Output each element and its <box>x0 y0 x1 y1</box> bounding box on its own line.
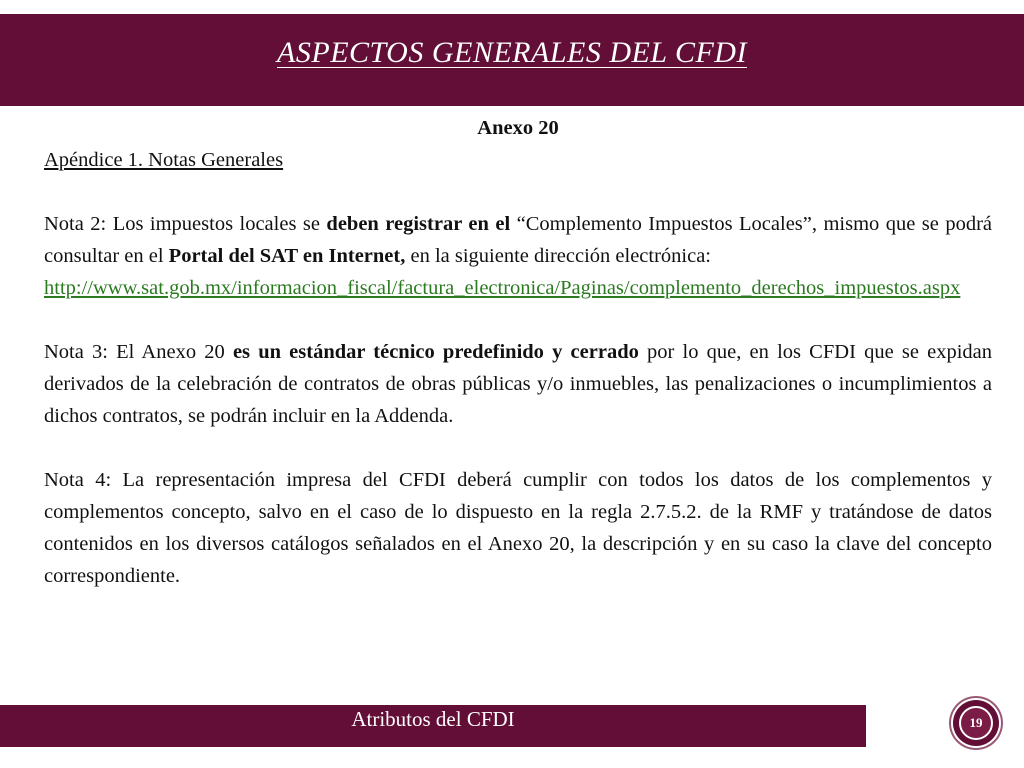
appendix-title <box>44 144 992 176</box>
page-number: 19 <box>959 706 993 740</box>
nota-3-text-1: Nota 3: El Anexo 20 <box>44 341 233 363</box>
nota-2-text-2: “Complemento Impuestos Locales”, mismo que se podrá consultar en el <box>44 213 992 267</box>
sat-portal-link[interactable]: http://www.sat.gob.mx/informacion_fiscal/factura_electronica/Paginas/complemento_derechos_impuestos.aspx <box>44 277 961 299</box>
header-bar <box>0 14 1024 106</box>
nota-3-text-2: por lo que, en los CFDI que se expidan derivados de la celebración de contratos de obras públicas y/o inmuebles, las penalizaciones o incumplimientos a dichos contratos, se podrán incluir en la Addenda. <box>44 341 992 427</box>
nota-3-bold-1: es un estándar técnico predefinido y cerrado <box>232 341 639 363</box>
nota-4: Nota 4: La representación impresa del CFDI deberá cumplir con todos los datos de los complementos y complementos concepto, salvo en el caso de lo dispuesto en la regla 2.7.5.2. de la RMF y tratándose de datos contenidos en los diversos catálogos señalados en el Anexo 20, la descripción y en su caso la clave del concepto correspondiente. <box>44 469 992 587</box>
nota-2-text-3: en la siguiente dirección electrónica: <box>405 245 712 267</box>
nota-2-link-row <box>44 272 992 304</box>
slide-content <box>44 112 992 592</box>
nota-2-bold-2: Portal del SAT en Internet, <box>168 245 406 267</box>
annex-title: Anexo 20 <box>477 117 559 139</box>
appendix-title-text: Apéndice 1. Notas Generales <box>44 149 284 171</box>
slide-title: ASPECTOS GENERALES DEL CFDI <box>277 36 747 69</box>
footer-label: Atributos del CFDI <box>351 707 515 731</box>
nota-2 <box>44 208 992 272</box>
footer-bar <box>0 705 866 747</box>
nota-3 <box>44 336 992 432</box>
nota-2-text-1: Nota 2: Los impuestos locales se <box>44 213 327 235</box>
page-number-badge <box>953 700 999 746</box>
nota-2-bold-1: deben registrar en el <box>326 213 511 235</box>
